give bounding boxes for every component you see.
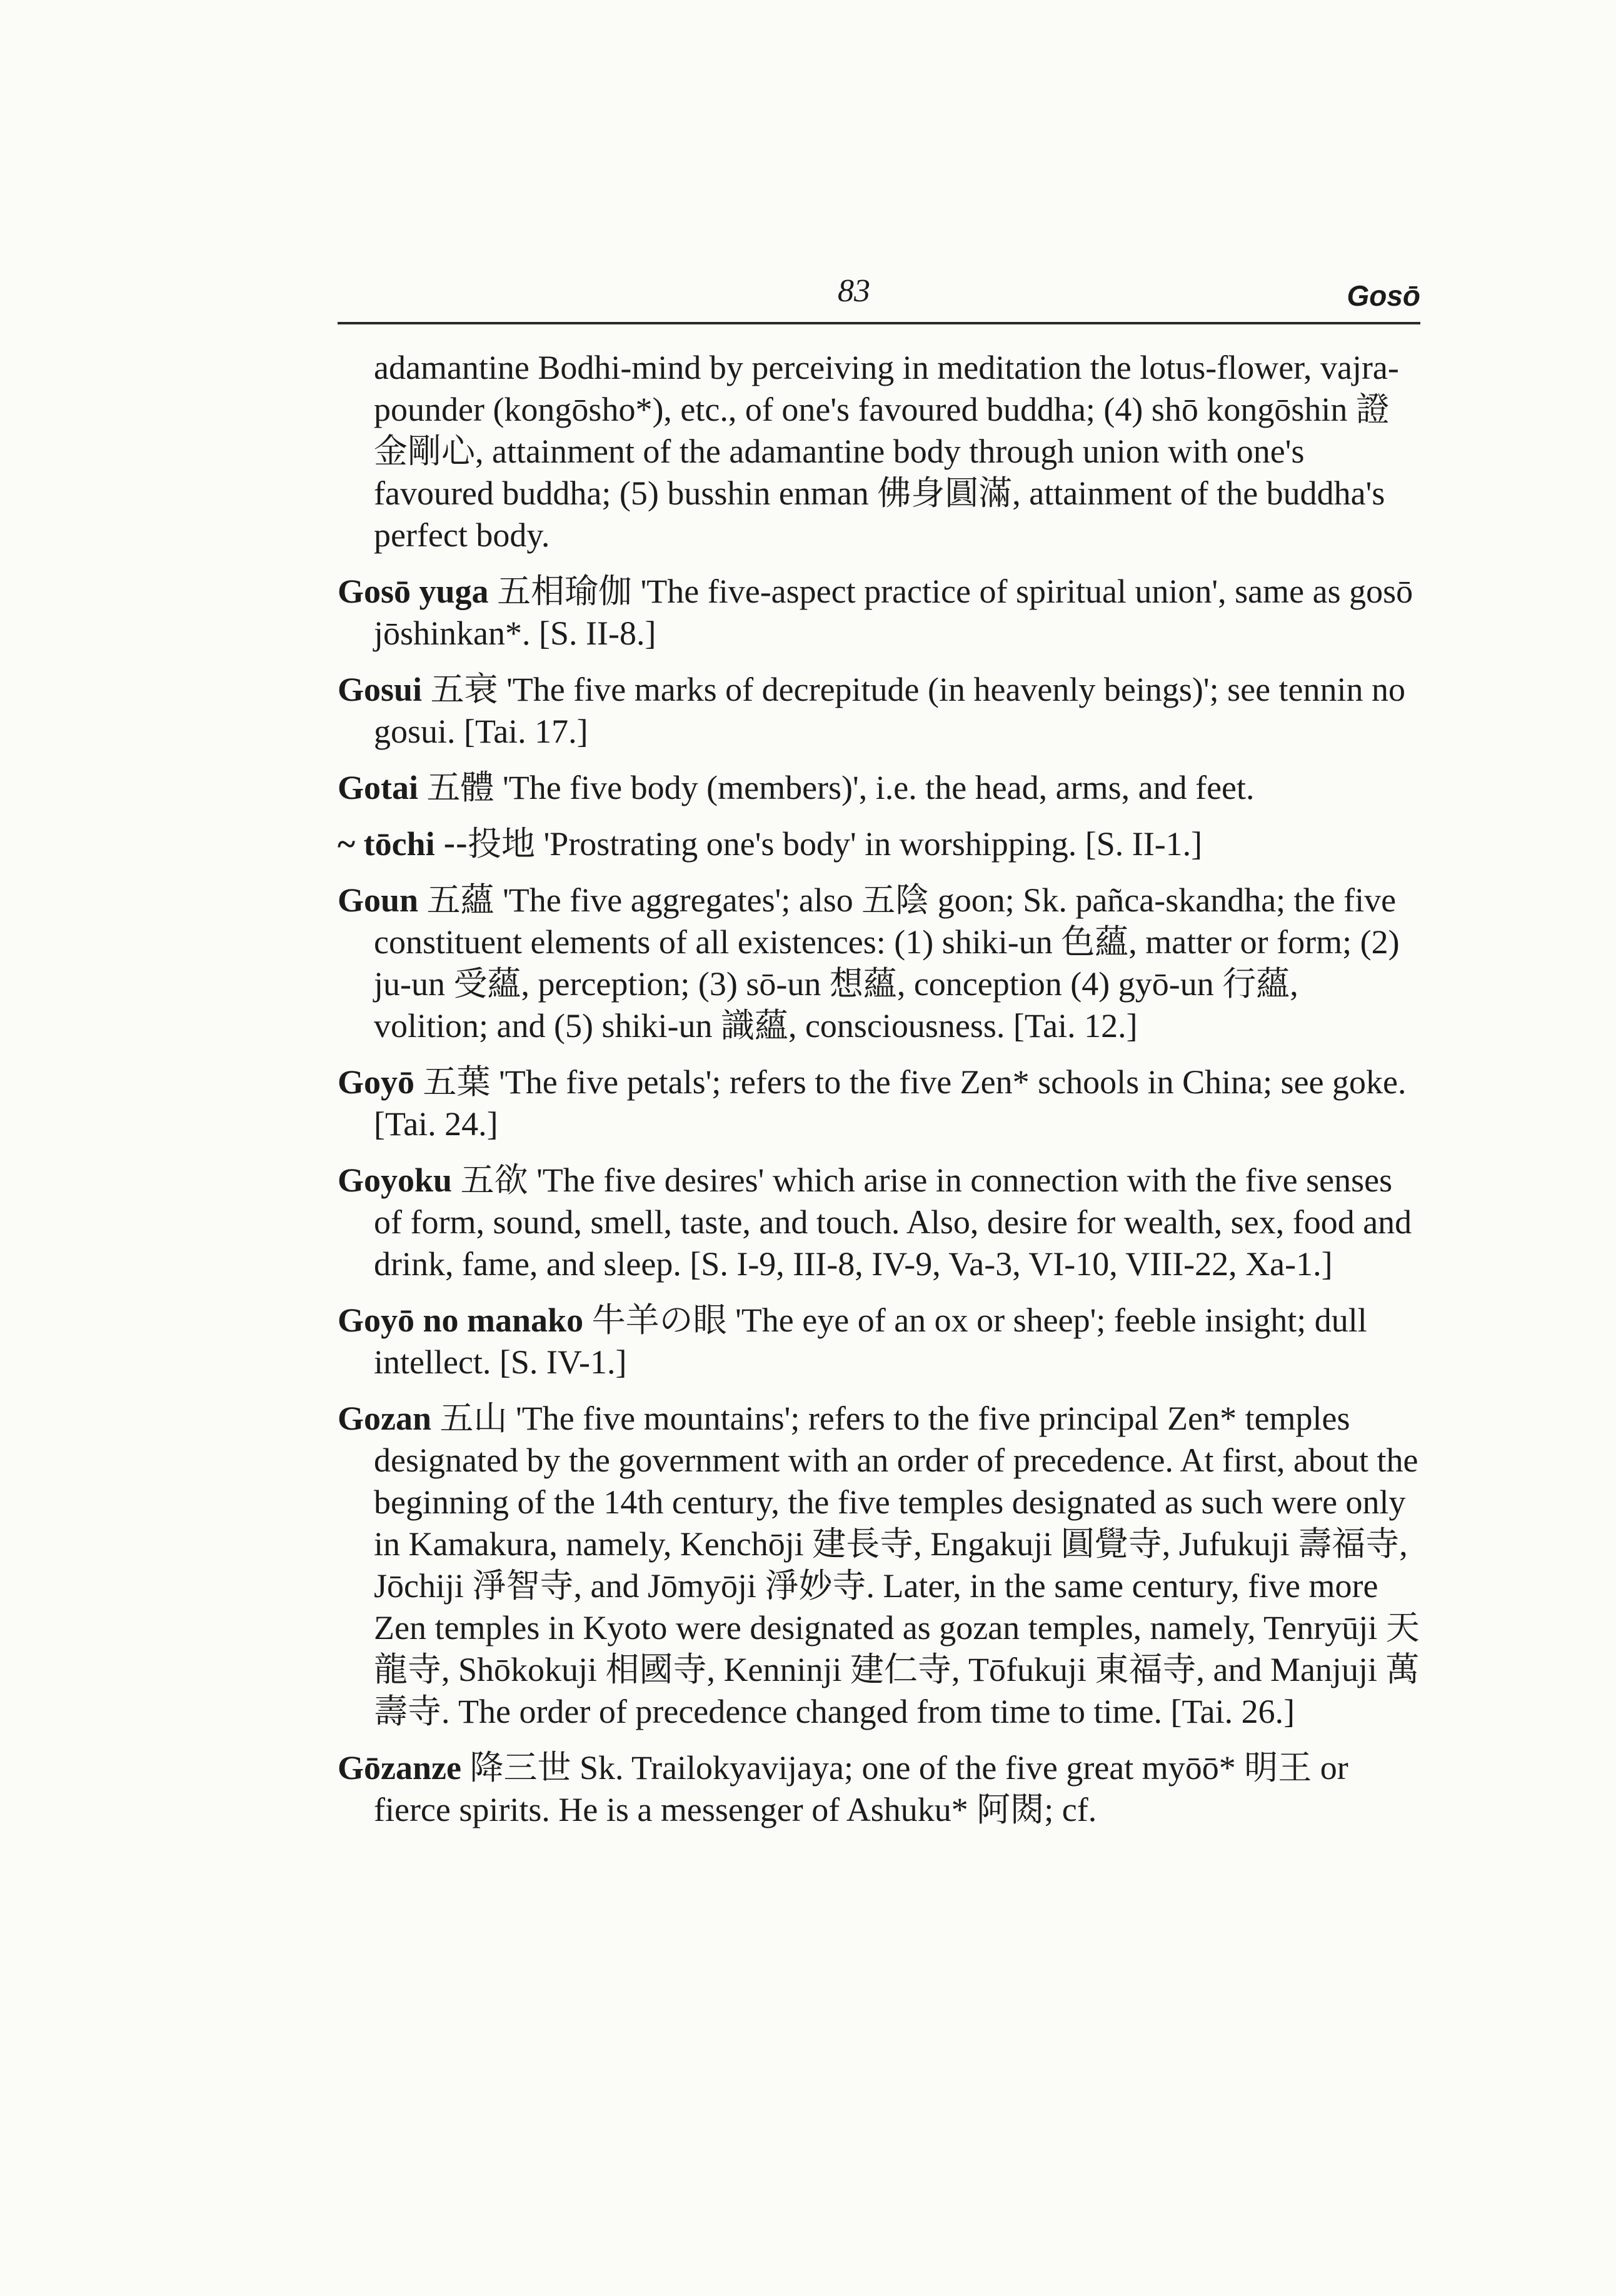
definition: Sk. Trailokyavijaya; one of the five great myōō* 明王 or fierce spirits. He is a messenger of Ashuku* 阿閦; cf. <box>374 1749 1348 1828</box>
header-rule <box>338 322 1420 324</box>
entry-goyo <box>338 1061 1420 1145</box>
definition: 'The five body (members)', i.e. the head, arms, and feet. <box>503 769 1255 806</box>
headword: ~ tōchi <box>338 825 435 863</box>
headword-kanji: 降三世 <box>469 1748 571 1787</box>
definition: 'The five aggregates'; also 五陰 goon; Sk. pañca-skandha; the five constituent elements of all existences: (1) shiki-un 色蘊, matter or form; (2) ju-un 受蘊, perception; (3) sō-un 想蘊, conception (4) gyō-un 行蘊, volition; and (5) shiki-un 識蘊, consciousness. [Tai. 12.] <box>374 881 1400 1045</box>
entry-goun <box>338 879 1420 1047</box>
continuation-paragraph: adamantine Bodhi-mind by perceiving in meditation the lotus-flower, vajra-pounder (kongōsho*), etc., of one's favoured buddha; (4) shō kongōshin 證金剛心, attainment of the adamantine body through union with one's favoured buddha; (5) busshin enman 佛身圓滿, attainment of the buddha's perfect body. <box>374 349 1399 554</box>
entry-gozan <box>338 1397 1420 1733</box>
definition: 'The five petals'; refers to the five Zen* schools in China; see goke. [Tai. 24.] <box>374 1063 1407 1143</box>
headword: Gotai <box>338 769 418 806</box>
dictionary-body <box>338 347 1420 1845</box>
definition: 'Prostrating one's body' in worshipping. [S. II-1.] <box>543 825 1203 863</box>
headword: Goyō no manako <box>338 1301 584 1339</box>
headword-kanji: 五衰 <box>430 669 498 709</box>
entry-gozanze <box>338 1747 1420 1831</box>
headword-kanji: 五欲 <box>460 1160 528 1200</box>
entry-goyoku <box>338 1159 1420 1285</box>
headword: Gosō yuga <box>338 573 489 610</box>
headword: Gosui <box>338 671 423 708</box>
headword-kanji: 五葉 <box>423 1062 491 1101</box>
definition: 'The five marks of decrepitude (in heavenly beings)'; see tennin no gosui. [Tai. 17.] <box>374 671 1406 750</box>
headword-kanji: --投地 <box>443 824 536 863</box>
entry-tochi <box>338 823 1420 865</box>
headword-kanji: 五體 <box>426 768 494 807</box>
definition: 'The five mountains'; refers to the five principal Zen* temples designated by the government with an order of precedence. At first, about the beginning of the 14th century, the five temples designated as such were only in Kamakura, namely, Kenchōji 建長寺, Engakuji 圓覺寺, Jufukuji 壽福寺, Jōchiji 淨智寺, and Jōmyōji 淨妙寺. Later, in the same century, five more Zen temples in Kyoto were designated as gozan temples, namely, Tenryūji 天龍寺, Shōkokuji 相國寺, Kenninji 建仁寺, Tōfukuji 東福寺, and Manjuji 萬壽寺. The order of precedence changed from time to time. [Tai. 26.] <box>374 1400 1420 1730</box>
definition: 'The eye of an ox or sheep'; feeble insight; dull intellect. [S. IV-1.] <box>374 1301 1367 1381</box>
headword-kanji: 五相瑜伽 <box>497 571 633 611</box>
headword: Goyoku <box>338 1161 453 1199</box>
headword: Gōzanze <box>338 1749 461 1787</box>
headword: Goun <box>338 881 419 919</box>
headword-kanji: 牛羊の眼 <box>591 1300 727 1340</box>
definition: 'The five-aspect practice of spiritual union', same as gosō jōshinkan*. [S. II-8.] <box>374 573 1413 652</box>
entry-goyo-no-manako <box>338 1299 1420 1383</box>
page-header <box>338 273 1420 316</box>
entry-gotai <box>338 766 1420 809</box>
headword-kanji: 五蘊 <box>426 880 494 920</box>
headword: Gozan <box>338 1400 432 1437</box>
running-head: Gosō <box>1347 279 1420 312</box>
headword-kanji: 五山 <box>439 1398 508 1438</box>
page-number: 83 <box>838 273 870 309</box>
entry-gosui <box>338 668 1420 753</box>
headword: Goyō <box>338 1063 415 1101</box>
entry-goso-yuga <box>338 570 1420 654</box>
definition: 'The five desires' which arise in connection with the five senses of form, sound, smell, taste, and touch. Also, desire for wealth, sex, food and drink, fame, and sleep. [S. I-9, III-8, IV-9, Va-3, VI-10, VIII-22, Xa-1.] <box>374 1161 1412 1283</box>
